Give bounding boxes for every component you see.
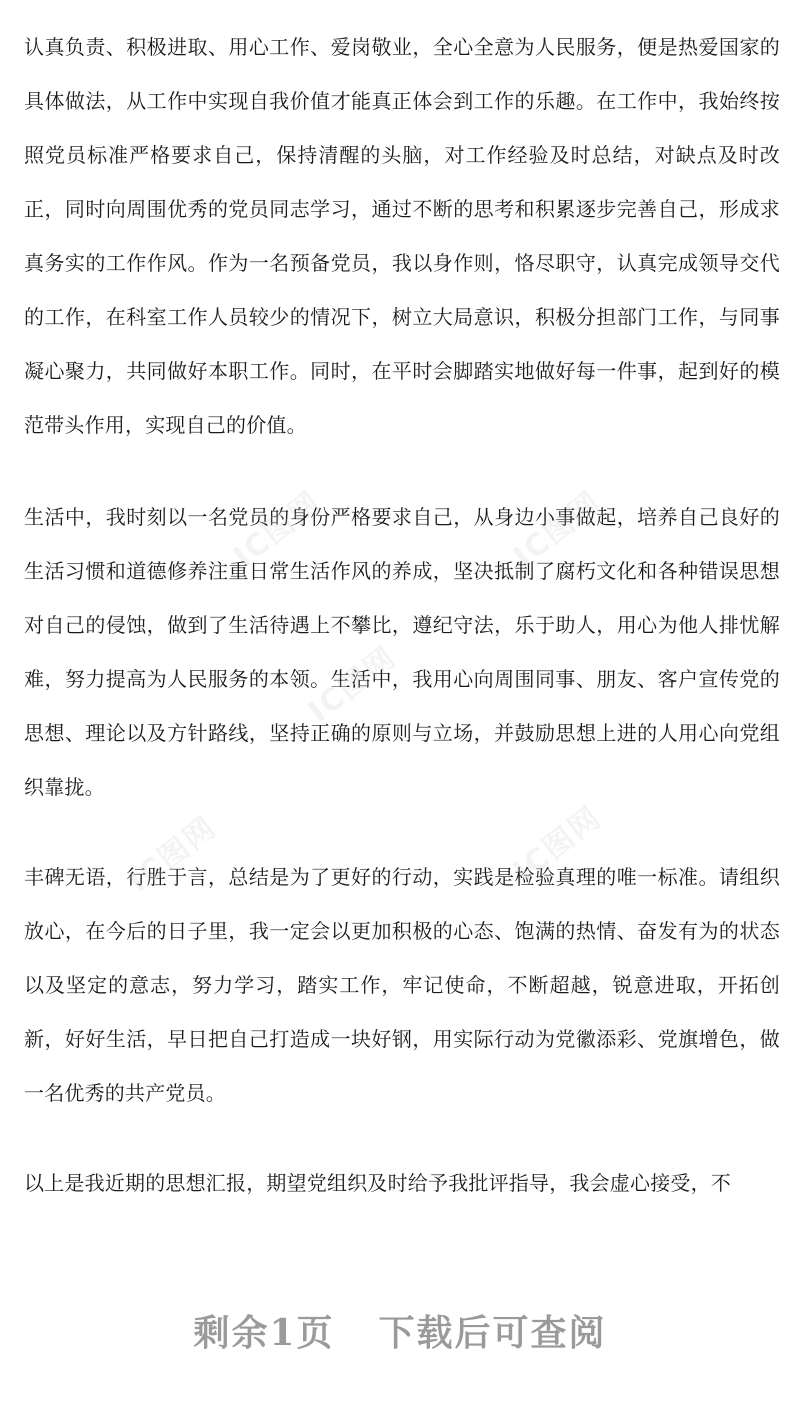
paragraph-work: 认真负责、积极进取、用心工作、爱岗敬业，全心全意为人民服务，便是热爱国家的具体做法，从工作中实现自我价值才能真正体会到工作的乐趣。在工作中，我始终按照党员标准严格要求自己，保持清醒的头脑，对工作经验及时总结，对缺点及时改正，同时向周围优秀的党员同志学习，通过不断的思考和积累逐步完善自己，形成求真务实的工作作风。作为一名预备党员，我以身作则，恪尽职守，认真完成领导交代的工作，在科室工作人员较少的情况下，树立大局意识，积极分担部门工作，与同事凝心聚力，共同做好本职工作。同时，在平时会脚踏实地做好每一件事，起到好的模范带头作用，实现自己的价值。	[24, 35, 780, 437]
download-prompt-banner[interactable]	[0, 1305, 800, 1356]
document-body	[24, 20, 780, 1210]
watermark: IC图网	[122, 809, 224, 900]
watermark: IC图网	[507, 484, 609, 575]
watermark: IC图网	[302, 639, 404, 730]
paragraph-closing: 以上是我近期的思想汇报，期望党组织及时给予我批评指导，我会虚心接受，不	[24, 1171, 731, 1195]
watermark: IC图网	[507, 799, 609, 890]
download-hint-label[interactable]: 下载后可查阅	[378, 1312, 607, 1354]
paragraph-commitment: 丰碑无语，行胜于言，总结是为了更好的行动，实践是检验真理的唯一标准。请组织放心，在今后的日子里，我一定会以更加积极的心态、饱满的热情、奋发有为的状态以及坚定的意志，努力学习，踏实工作，牢记使命，不断超越，锐意进取，开拓创新，好好生活，早日把自己打造成一块好钢，用实际行动为党徽添彩、党旗增色，做一名优秀的共产党员。	[24, 865, 780, 1105]
remaining-pages-label[interactable]: 剩余1页	[193, 1312, 335, 1354]
watermark: IC图网	[227, 484, 329, 575]
paragraph-life: 生活中，我时刻以一名党员的身份严格要求自己，从身边小事做起，培养自己良好的生活习惯和道德修养注重日常生活作风的养成，坚决抵制了腐朽文化和各种错误思想对自己的侵蚀，做到了生活待遇上不攀比，遵纪守法，乐于助人，用心为他人排忧解难，努力提高为人民服务的本领。生活中，我用心向周围同事、朋友、客户宣传党的思想、理论以及方针路线，坚持正确的原则与立场，并鼓励思想上进的人用心向党组织靠拢。	[24, 505, 780, 799]
